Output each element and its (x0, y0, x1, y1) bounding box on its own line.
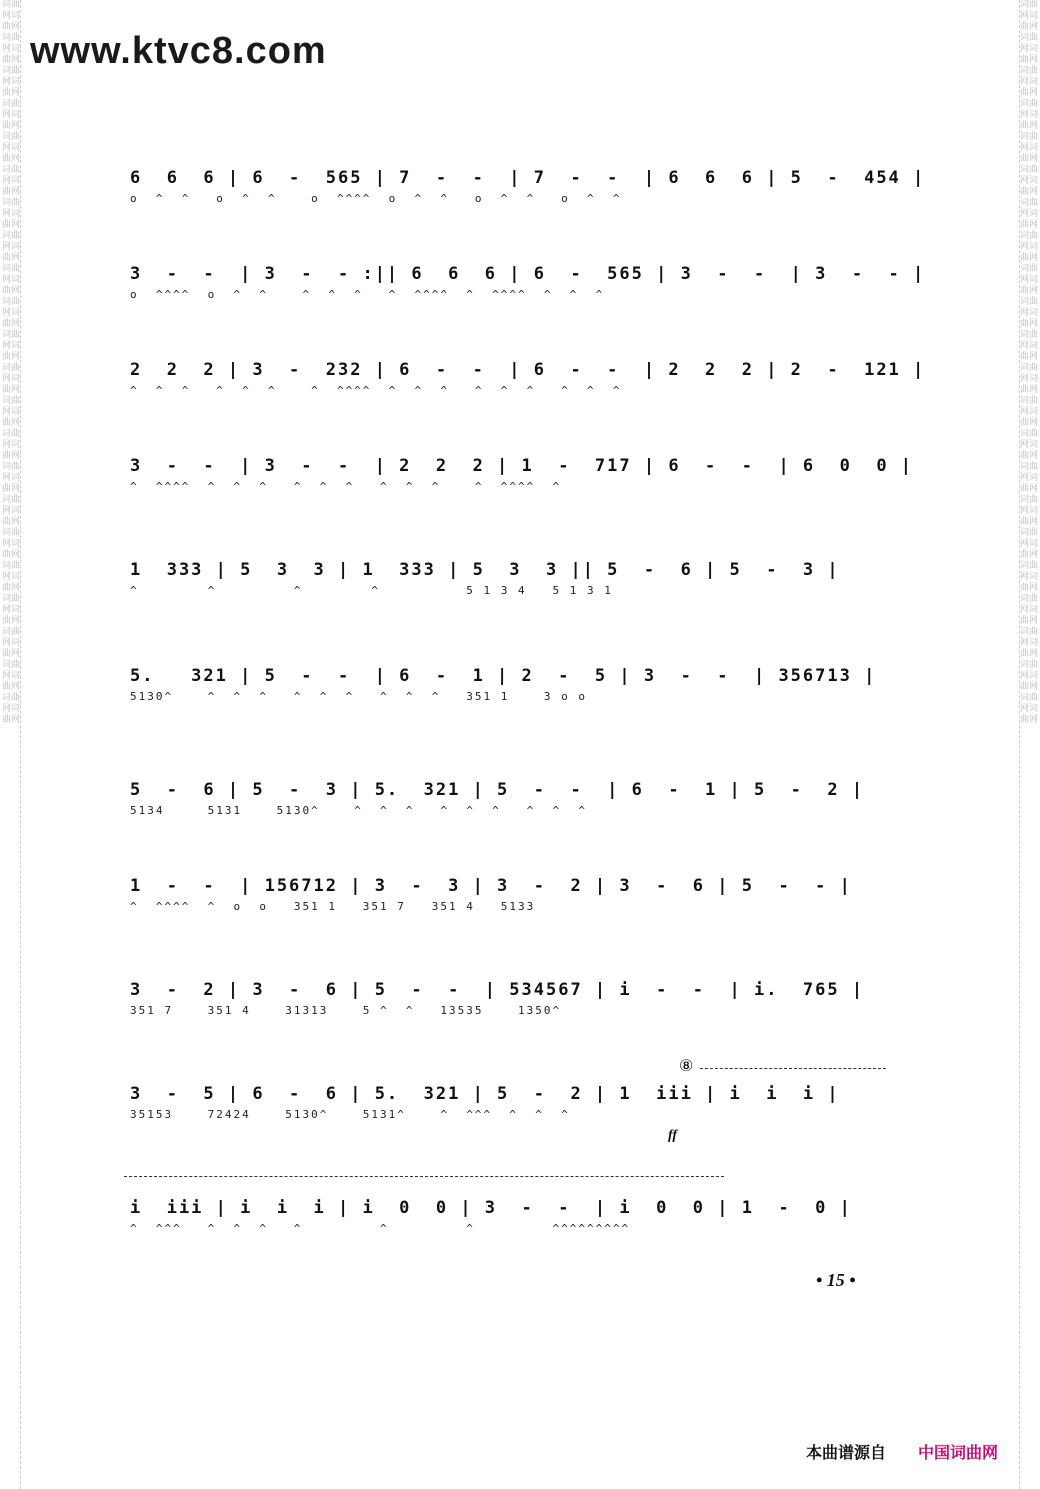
score-row (130, 560, 900, 640)
marks-line: ^ ^^^^ ^ ^ ^ ^ ^ ^ ^ ^ ^ ^ ^^^^ ^ (130, 480, 562, 493)
octave-dash-line (700, 1068, 886, 1069)
score-row (130, 980, 900, 1060)
marks-line: 35153 72424 5130^ 5131^ ^ ^^^ ^ ^ ^ (130, 1108, 570, 1121)
score-row (130, 666, 900, 746)
notes-line: 3 - - | 3 - - :|| 6 6 6 | 6 - 565 | 3 - - | 3 - - | (130, 264, 926, 284)
score-row (130, 264, 926, 344)
marks-line: 5130^ ^ ^ ^ ^ ^ ^ ^ ^ ^ 351 1 3 o o (130, 690, 587, 703)
notes-line: i iii | i i i | i 0 0 | 3 - - | i 0 0 | 1 - 0 | (130, 1198, 852, 1218)
score-row (130, 1084, 900, 1164)
notes-line: 3 - 2 | 3 - 6 | 5 - - | 534567 | i - - | i. 765 | (130, 980, 865, 1000)
source-site: 中国词曲网 (918, 1445, 999, 1462)
score-row (130, 780, 900, 860)
marks-line: 351 7 351 4 31313 5 ^ ^ 13535 1350^ (130, 1004, 562, 1017)
marks-line: o ^^^^ o ^ ^ ^ ^ ^ ^ ^^^^ ^ ^^^^ ^ ^ ^ (130, 288, 605, 301)
notes-line: 5. 321 | 5 - - | 6 - 1 | 2 - 5 | 3 - - | 356713 | (130, 666, 877, 686)
marks-line: ^ ^^^ ^ ^ ^ ^ ^ ^ ^^^^^^^^^ (130, 1222, 631, 1235)
notes-line: 1 - - | 156712 | 3 - 3 | 3 - 2 | 3 - 6 | 5 - - | (130, 876, 852, 896)
notes-line: 1 333 | 5 3 3 | 1 333 | 5 3 3 || 5 - 6 | 5 - 3 | (130, 560, 840, 580)
source-label: 本曲谱源自 (806, 1445, 887, 1462)
notes-line: 5 - 6 | 5 - 3 | 5. 321 | 5 - - | 6 - 1 | 5 - 2 | (130, 780, 865, 800)
marks-line: ^ ^ ^ ^ 5 1 3 4 5 1 3 1 (130, 584, 613, 597)
notes-line: 3 - 5 | 6 - 6 | 5. 321 | 5 - 2 | 1 iii | i i i | (130, 1084, 840, 1104)
notes-line: 2 2 2 | 3 - 232 | 6 - - | 6 - - | 2 2 2 | 2 - 121 | (130, 360, 926, 380)
page-number: • 15 • (816, 1270, 856, 1290)
marks-line: ^ ^ ^ ^ ^ ^ ^ ^^^^ ^ ^ ^ ^ ^ ^ ^ ^ ^ (130, 384, 622, 397)
score-row (130, 360, 926, 440)
octave-dash-line (124, 1176, 724, 1177)
score-row (130, 168, 926, 248)
marks-line: 5134 5131 5130^ ^ ^ ^ ^ ^ ^ ^ ^ ^ (130, 804, 587, 817)
notes-line: 6 6 6 | 6 - 565 | 7 - - | 7 - - | 6 6 6 | 5 - 454 | (130, 168, 926, 188)
dynamics-marking: ff (668, 1128, 678, 1143)
marks-line: ^ ^^^^ ^ o o 351 1 351 7 351 4 5133 (130, 900, 536, 913)
site-header: www.ktvc8.com (30, 30, 327, 72)
score-row (130, 1198, 900, 1278)
marks-line: o ^ ^ o ^ ^ o ^^^^ o ^ ^ o ^ ^ o ^ ^ (130, 192, 622, 205)
score-row (130, 456, 914, 536)
left-watermark-strip: 词曲网词曲网词曲网词曲网词曲网词曲网词曲网词曲网词曲网词曲网词曲网词曲网词曲网词曲网词曲网词曲网词曲网词曲网词曲网词曲网词曲网词曲网词曲网词曲网词曲网词曲网词曲网词曲网词曲网词曲网词曲网词曲网词曲网词曲网词曲网词曲网词曲网词曲网词曲网词曲网词曲网词曲网词曲网词曲网 (2, 0, 21, 1489)
right-watermark-strip: 词曲网词曲网词曲网词曲网词曲网词曲网词曲网词曲网词曲网词曲网词曲网词曲网词曲网词曲网词曲网词曲网词曲网词曲网词曲网词曲网词曲网词曲网词曲网词曲网词曲网词曲网词曲网词曲网词曲网词曲网词曲网词曲网词曲网词曲网词曲网词曲网词曲网词曲网词曲网词曲网词曲网词曲网词曲网词曲网 (1019, 0, 1038, 1489)
notes-line: 3 - - | 3 - - | 2 2 2 | 1 - 717 | 6 - - | 6 0 0 | (130, 456, 914, 476)
score-row (130, 876, 900, 956)
section-mark: ⑧ (679, 1058, 694, 1075)
